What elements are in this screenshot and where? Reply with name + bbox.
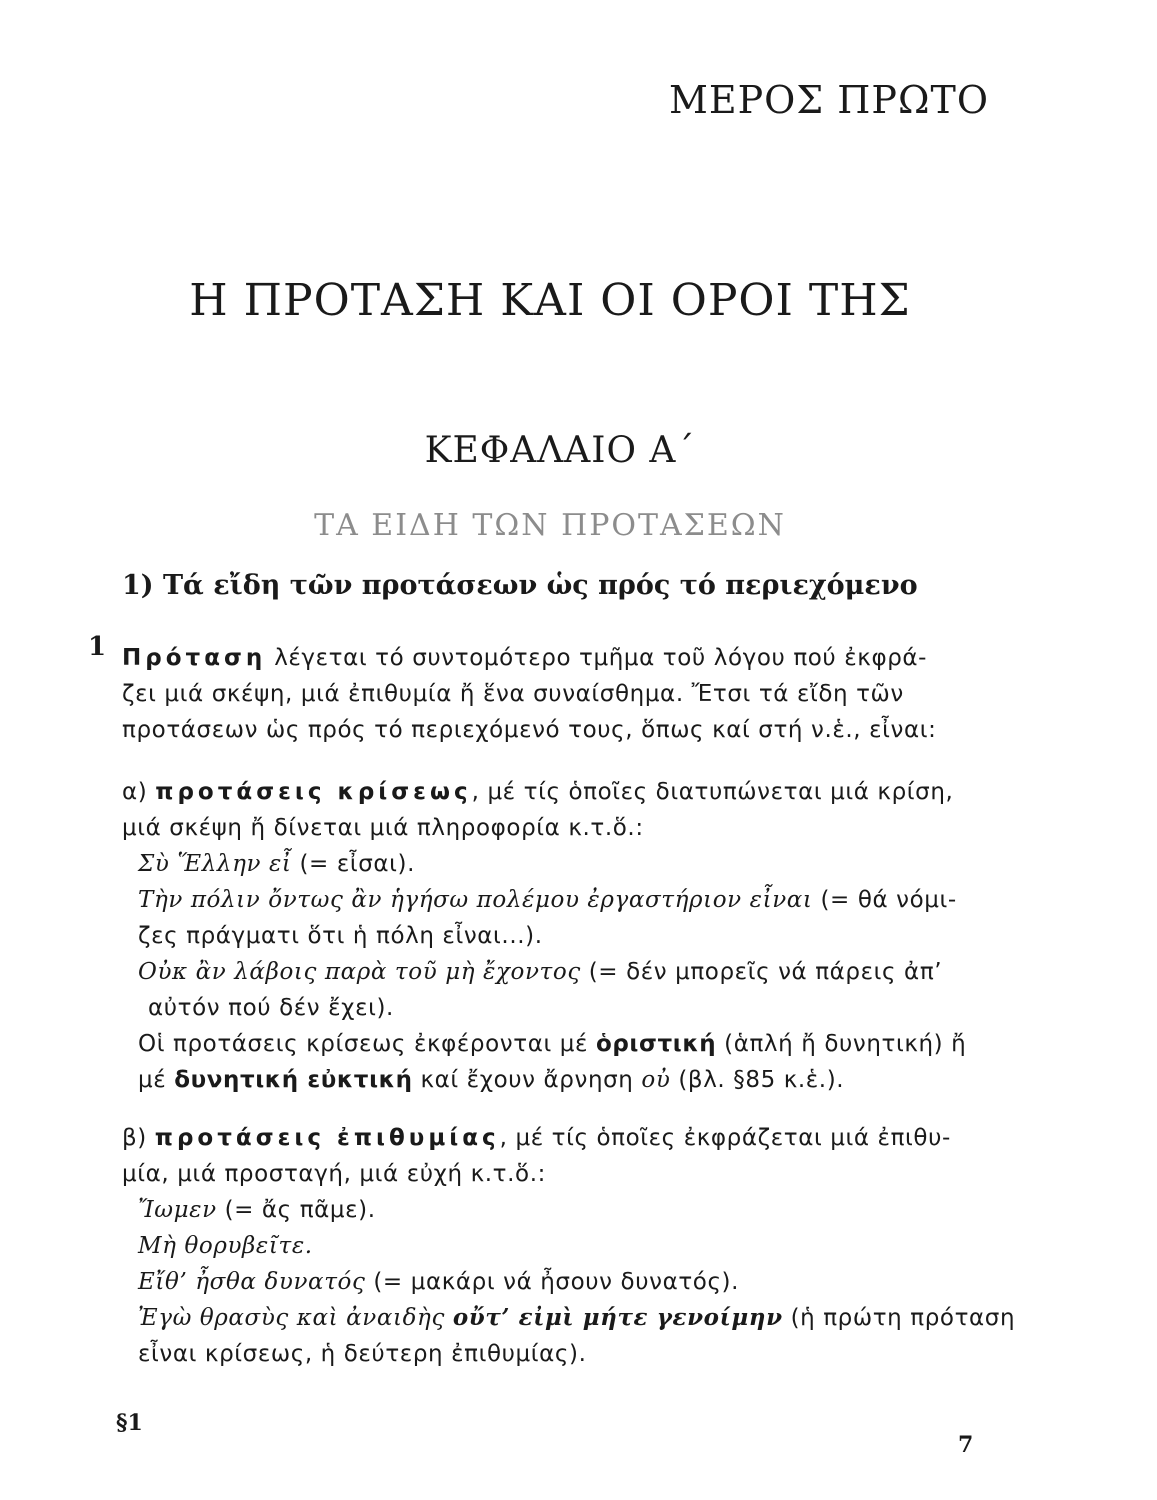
note-a-part: Οἱ προτάσεις κρίσεως ἐκφέρονται μέ — [138, 1031, 596, 1057]
section-title: ΤΑ ΕΙΔΗ ΤΩΝ ΠΡΟΤΑΣΕΩΝ — [314, 508, 786, 543]
example-b4-gloss-cont: εἶναι κρίσεως, ἡ δεύτερη ἐπιθυμίας). — [138, 1341, 587, 1367]
intro-line-3: προτάσεων ὡς πρός τό περιεχόμενό τους, ὅπως καί στή ν.ἑ., εἶναι: — [122, 717, 937, 743]
term-kriseos: προτάσεις κρίσεως — [155, 779, 472, 805]
term-protasi: Πρόταση — [122, 645, 267, 671]
block-a-line-2: μιά σκέψη ἤ δίνεται μιά πληροφορία κ.τ.ὅ.: — [122, 815, 644, 841]
block-b-line-1: , μέ τίς ὁποῖες ἐκφράζεται μιά ἐπιθυ- — [499, 1125, 951, 1151]
example-a2-gloss: (= θά νόμι- — [812, 887, 957, 913]
note-a-part3: μέ — [138, 1067, 175, 1093]
example-b3-gloss: (= μακάρι νά ἦσουν δυνατός). — [365, 1269, 740, 1295]
intro-paragraph — [122, 640, 1002, 748]
term-epithymias: προτάσεις ἐπιθυμίας — [154, 1125, 500, 1151]
note-a-oristiki: ὁριστική — [595, 1031, 717, 1057]
subsection-heading: 1) Τά εἴδη τῶν προτάσεων ὡς πρός τό περιεχόμενο — [122, 570, 918, 601]
example-b3: Εἴθ’ ἦσθα δυνατός — [138, 1269, 366, 1295]
note-a-part4: καί ἔχουν ἄρνηση — [412, 1067, 642, 1093]
example-b4-bold: οὔτ’ εἰμὶ μήτε γενοίμην — [452, 1304, 783, 1331]
part-title: ΜΕΡΟΣ ΠΡΩΤΟ — [668, 78, 989, 122]
marker-b: β) — [122, 1125, 155, 1151]
block-a-line-1: , μέ τίς ὁποῖες διατυπώνεται μιά κρίση, — [471, 779, 954, 805]
chapter-heading: ΚΕΦΑΛΑΙΟ Α΄ — [424, 430, 696, 471]
example-a3-gloss: (= δέν μπορεῖς νά πάρεις ἀπ’ — [580, 959, 943, 985]
marker-a: α) — [122, 779, 156, 805]
note-a-ref: (βλ. §85 κ.ἑ.). — [670, 1067, 845, 1093]
intro-line-1: λέγεται τό συντομότερο τμῆμα τοῦ λόγου πού ἐκφρά- — [266, 645, 928, 671]
block-b — [122, 1120, 1016, 1372]
paragraph-number: 1 — [88, 632, 107, 662]
example-a2: Τὴν πόλιν ὄντως ἂν ἡγήσω πολέμου ἐργαστήριον εἶναι — [138, 887, 813, 913]
note-a-part2: (ἁπλή ἤ δυνητική) ἤ — [716, 1031, 967, 1057]
example-b1: Ἴωμεν — [138, 1197, 217, 1223]
note-a-dynitiki: δυνητική εὐκτική — [174, 1067, 413, 1093]
block-a — [122, 774, 1002, 1098]
page-number: 7 — [958, 1432, 974, 1458]
example-b4-gloss: (ἡ πρώτη πρόταση — [782, 1305, 1016, 1331]
intro-line-2: ζει μιά σκέψη, μιά ἐπιθυμία ἤ ἕνα συναίσθημα. Ἔτσι τά εἴδη τῶν — [122, 681, 904, 707]
example-a3-gloss-cont: αὐτόν πού δέν ἔχει). — [148, 995, 394, 1021]
example-a1-gloss: (= εἶσαι). — [291, 851, 416, 877]
example-b2: Μὴ θορυβεῖτε. — [138, 1233, 313, 1259]
section-mark: §1 — [116, 1410, 143, 1436]
example-b4: Ἐγὼ θρασὺς καὶ ἀναιδὴς — [138, 1305, 453, 1331]
note-a-ou: οὐ — [641, 1067, 671, 1093]
main-title: Η ΠΡΟΤΑΣΗ ΚΑΙ ΟΙ ΟΡΟΙ ΤΗΣ — [189, 275, 911, 326]
example-b1-gloss: (= ἄς πᾶμε). — [216, 1197, 376, 1223]
example-a2-gloss-cont: ζες πράγματι ὅτι ἡ πόλη εἶναι...). — [138, 923, 543, 949]
example-a1: Σὺ Ἕλλην εἶ — [138, 851, 292, 877]
block-b-line-2: μία, μιά προσταγή, μιά εὐχή κ.τ.ὅ.: — [122, 1161, 546, 1187]
example-a3: Οὐκ ἂν λάβοις παρὰ τοῦ μὴ ἔχοντος — [138, 959, 581, 985]
